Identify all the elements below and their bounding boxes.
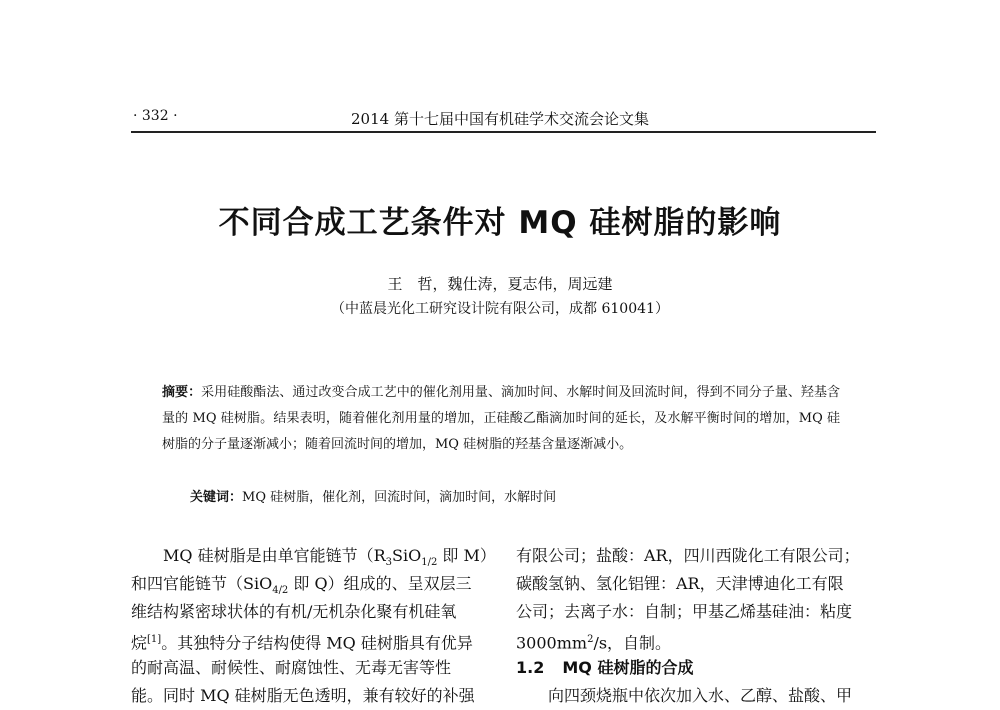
header-rule [131, 131, 876, 133]
abstract-label: 摘要： [162, 385, 202, 400]
abstract-text: 采用硅酸酯法、通过改变合成工艺中的催化剂用量、滴加时间、水解时间及回流时间，得到不同分子量、羟基含量的 MQ 硅树脂。结果表明，随着催化剂用量的增加，正硅酸乙酯滴加时间的延长，及水解平衡时间的增加，MQ 硅树脂的分子量逐渐减小；随着回流时间的增加，MQ 硅树脂的羟基含量逐渐减小。 [162, 385, 840, 452]
body-line: 碳酸氢钠、氢化铝锂：AR，天津博迪化工有限 [516, 574, 844, 593]
body-line: $3000mm^2/s$，自制。 [516, 633, 672, 653]
section-number: 1.2 [516, 658, 545, 677]
body-line: 维结构紧密球状体的有机/无机杂化聚有机硅氧 [131, 602, 457, 621]
keywords [190, 486, 840, 505]
running-header-title: 2014 第十七届中国有机硅学术交流会论文集 [351, 110, 649, 128]
page-number: · 332 · [133, 108, 178, 124]
body-line: 能。同时 MQ 硅树脂无色透明，兼有较好的补强 [131, 686, 475, 705]
body-line: 向四颈烧瓶中依次加入水、乙醇、盐酸、甲 [548, 686, 853, 705]
keywords-text: MQ 硅树脂，催化剂，回流时间，滴加时间，水解时间 [242, 490, 557, 505]
affiliation: （中蓝晨光化工研究设计院有限公司，成都 610041） [331, 301, 669, 317]
abstract [162, 380, 840, 458]
keywords-label: 关键词： [190, 490, 243, 505]
section-heading-text: MQ 硅树脂的合成 [562, 658, 694, 677]
citation-ref[interactable]: [1] [147, 634, 162, 645]
body-line: 有限公司；盐酸：AR，四川西陇化工有限公司； [516, 546, 860, 565]
author-list: 王 哲，魏仕涛，夏志伟，周远建 [387, 275, 613, 293]
left-column [131, 542, 496, 710]
section-heading [516, 654, 876, 682]
body-line: 的耐高温、耐候性、耐腐蚀性、无毒无害等性 [131, 658, 452, 677]
body-line: 公司；去离子水：自制；甲基乙烯基硅油：粘度 [516, 602, 853, 621]
paper-title: 不同合成工艺条件对 MQ 硅树脂的影响 [218, 205, 782, 241]
body-line: 和四官能链节（SiO$_{4/2}$ 即 Q）组成的、呈双层三 [131, 574, 472, 597]
body-line: MQ 硅树脂是由单官能链节（$R_3SiO_{1/2}$ 即 M） [163, 546, 496, 569]
right-column [516, 542, 876, 710]
body-line: 烷[1]。其独特分子结构使得 MQ 硅树脂具有优异 [131, 633, 473, 653]
